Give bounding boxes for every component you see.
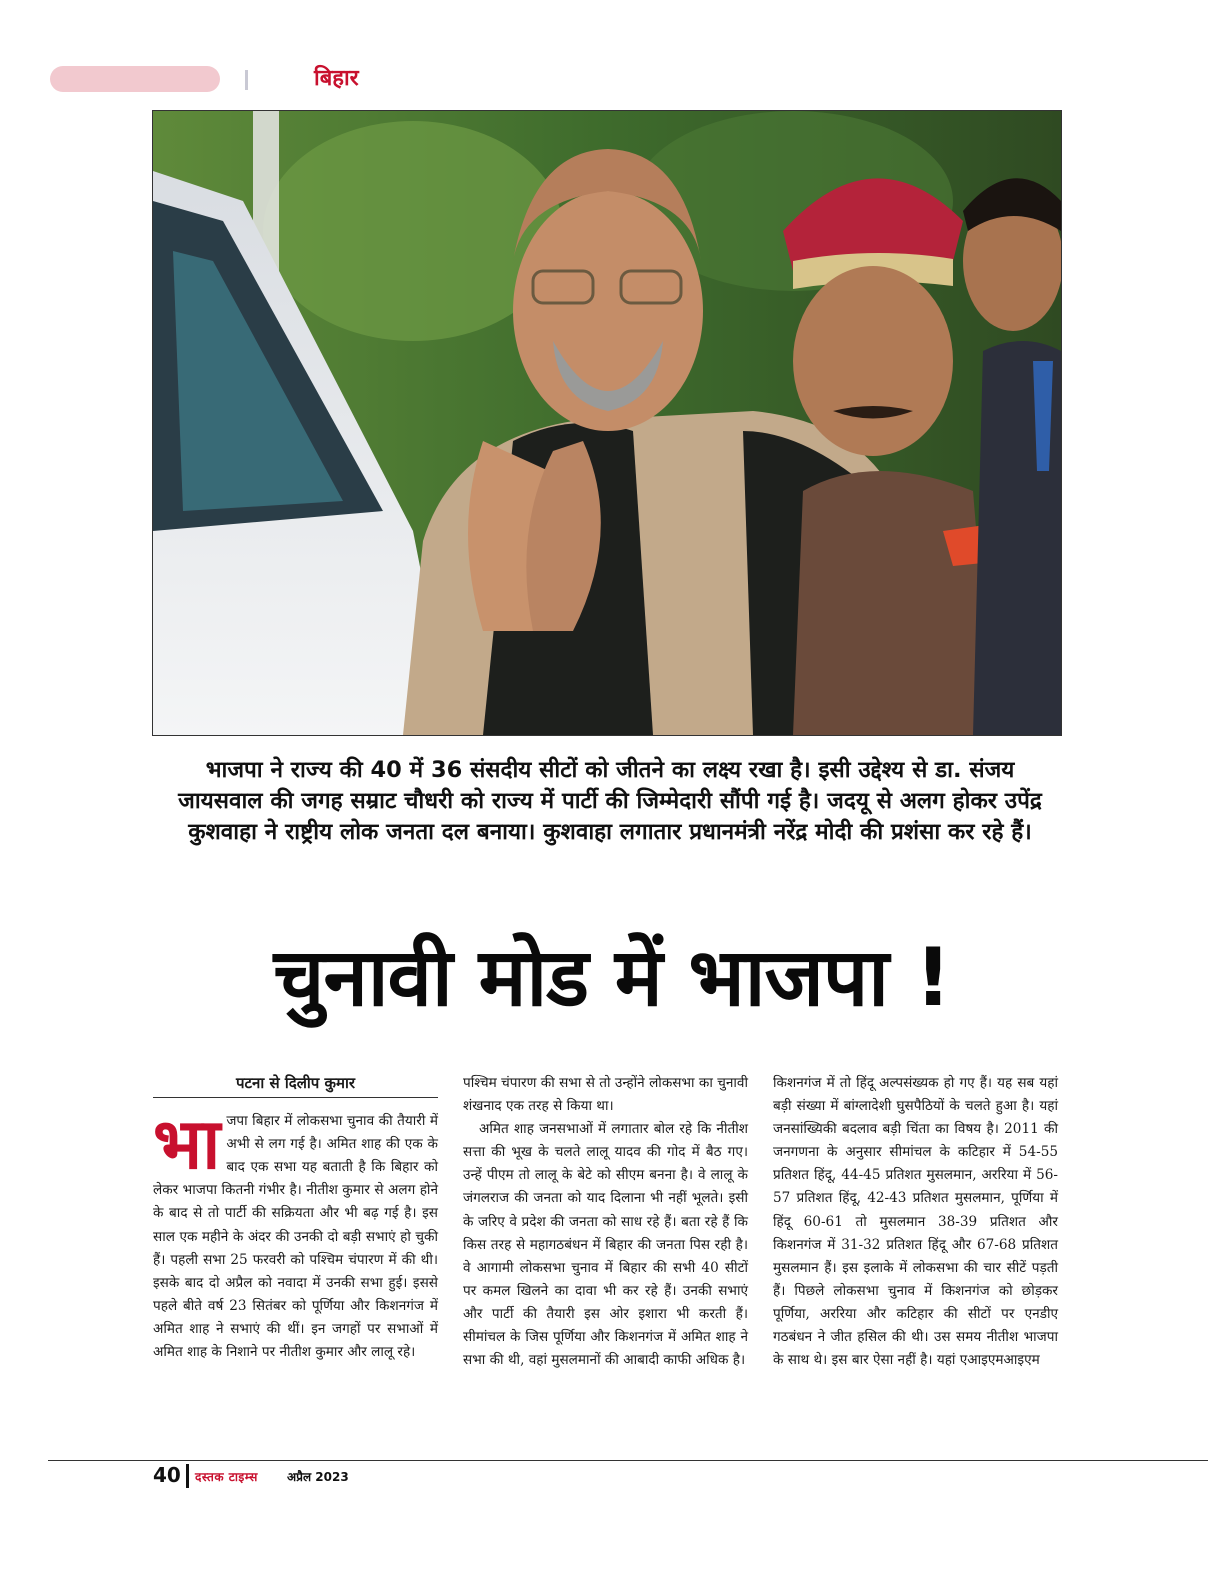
byline: पटना से दिलीप कुमार — [153, 1072, 438, 1098]
issue-date: अप्रैल 2023 — [287, 1470, 349, 1484]
footer-rule — [48, 1460, 1208, 1461]
lead-photo-illustration — [153, 111, 1061, 735]
headline: चुनावी मोड में भाजपा ! — [273, 931, 951, 1024]
paragraph-1 — [153, 1103, 438, 1364]
page-number: 40 — [153, 1463, 181, 1487]
magazine-name: दस्तक टाइम्स — [195, 1470, 258, 1484]
lead-photo — [152, 110, 1062, 736]
section-divider — [245, 70, 248, 90]
drop-cap: भा — [153, 1103, 221, 1186]
article-column-2 — [463, 1072, 748, 1372]
paragraph-1-text: जपा बिहार में लोकसभा चुनाव की तैयारी में अभी से लग गई है। अमित शाह की एक के बाद एक सभा यह बताती है कि बिहार को लेकर भाजपा कितनी गंभीर है। नीतीश कुमार से अलग होने के बाद से तो पार्टी की सक्रियता और भी बढ़ गई है। इस साल एक महीने के अंदर की उनकी दो बड़ी सभाएं हो चुकी हैं। पहली सभा 25 फरवरी को पश्चिम चंपारण में की थी। इसके बाद दो अप्रैल को नवादा में उनकी सभा हुई। इससे पहले बीते वर्ष 23 सितंबर को पूर्णिया और किशनगंज में अमित शाह ने सभाएं की थीं। इन जगहों पर सभाओं में अमित शाह के निशाने पर नीतीश कुमार और लालू रहे। — [153, 1113, 438, 1361]
article-column-1 — [153, 1072, 438, 1364]
standfirst: भाजपा ने राज्य की 40 में 36 संसदीय सीटों को जीतने का लक्ष्य रखा है। इसी उद्देश्य से डा. संजय जायसवाल की जगह सम्राट चौधरी को राज्य में पार्टी की जिम्मेदारी सौंपी गई है। जदयू से अलग होकर उपेंद्र कुशवाहा ने राष्ट्रीय लोक जनता दल बनाया। कुशवाहा लगातार प्रधानमंत्री नरेंद्र मोदी की प्रशंसा कर रहे हैं। — [178, 757, 1042, 845]
section-label: बिहार — [314, 66, 359, 91]
article-column-3 — [773, 1072, 1058, 1372]
paragraph-2: पश्चिम चंपारण की सभा से तो उन्होंने लोकसभा का चुनावी शंखनाद एक तरह से किया था। — [463, 1075, 748, 1115]
paragraph-3: अमित शाह जनसभाओं में लगातार बोल रहे कि नीतीश सत्ता की भूख के चलते लालू यादव की गोद में बैठ गए। उन्हें पीएम तो लालू के बेटे को सीएम बनना है। वे लालू के जंगलराज की जनता को याद दिलाना भी नहीं भूलते। इसी के जरिए वे प्रदेश की जनता को साध रहे हैं। बता रहे हैं कि किस तरह से महागठबंधन में बिहार की जनता पिस रही है। वे आगामी लोकसभा चुनाव में बिहार की सभी 40 सीटों पर कमल खिलने का दावा भी कर रहे हैं। उनकी सभाएं और पार्टी की तैयारी इस ओर इशारा भी करती हैं। सीमांचल के जिस पूर्णिया और किशनगंज में अमित शाह ने सभा की थी, वहां मुसलमानों की आबादी काफी अधिक है। — [463, 1121, 748, 1369]
folio-divider — [186, 1464, 189, 1488]
paragraph-4: किशनगंज में तो हिंदू अल्पसंख्यक हो गए हैं। यह सब यहां बड़ी संख्या में बांग्लादेशी घुसपैठियों के चलते हुआ है। यहां जनसांख्यिकी बदलाव बड़ी चिंता का विषय है। 2011 की जनगणना के अनुसार सीमांचल के कटिहार में 54-55 प्रतिशत हिंदू, 44-45 प्रतिशत मुसलमान, अररिया में 56-57 प्रतिशत हिंदू, 42-43 प्रतिशत मुसलमान, पूर्णिया में हिंदू 60-61 तो मुसलमान 38-39 प्रतिशत और किशनगंज में 31-32 प्रतिशत हिंदू और 67-68 प्रतिशत मुसलमान हैं। इस इलाके में लोकसभा की चार सीटें पड़ती हैं। पिछले लोकसभा चुनाव में किशनगंज को छोड़कर पूर्णिया, अररिया और कटिहार की सीटों पर एनडीए गठबंधन ने जीत हसिल की थी। उस समय नीतीश भाजपा के साथ थे। इस बार ऐसा नहीं है। यहां एआइएमआइएम — [773, 1075, 1058, 1369]
section-tab-pill — [50, 66, 220, 92]
